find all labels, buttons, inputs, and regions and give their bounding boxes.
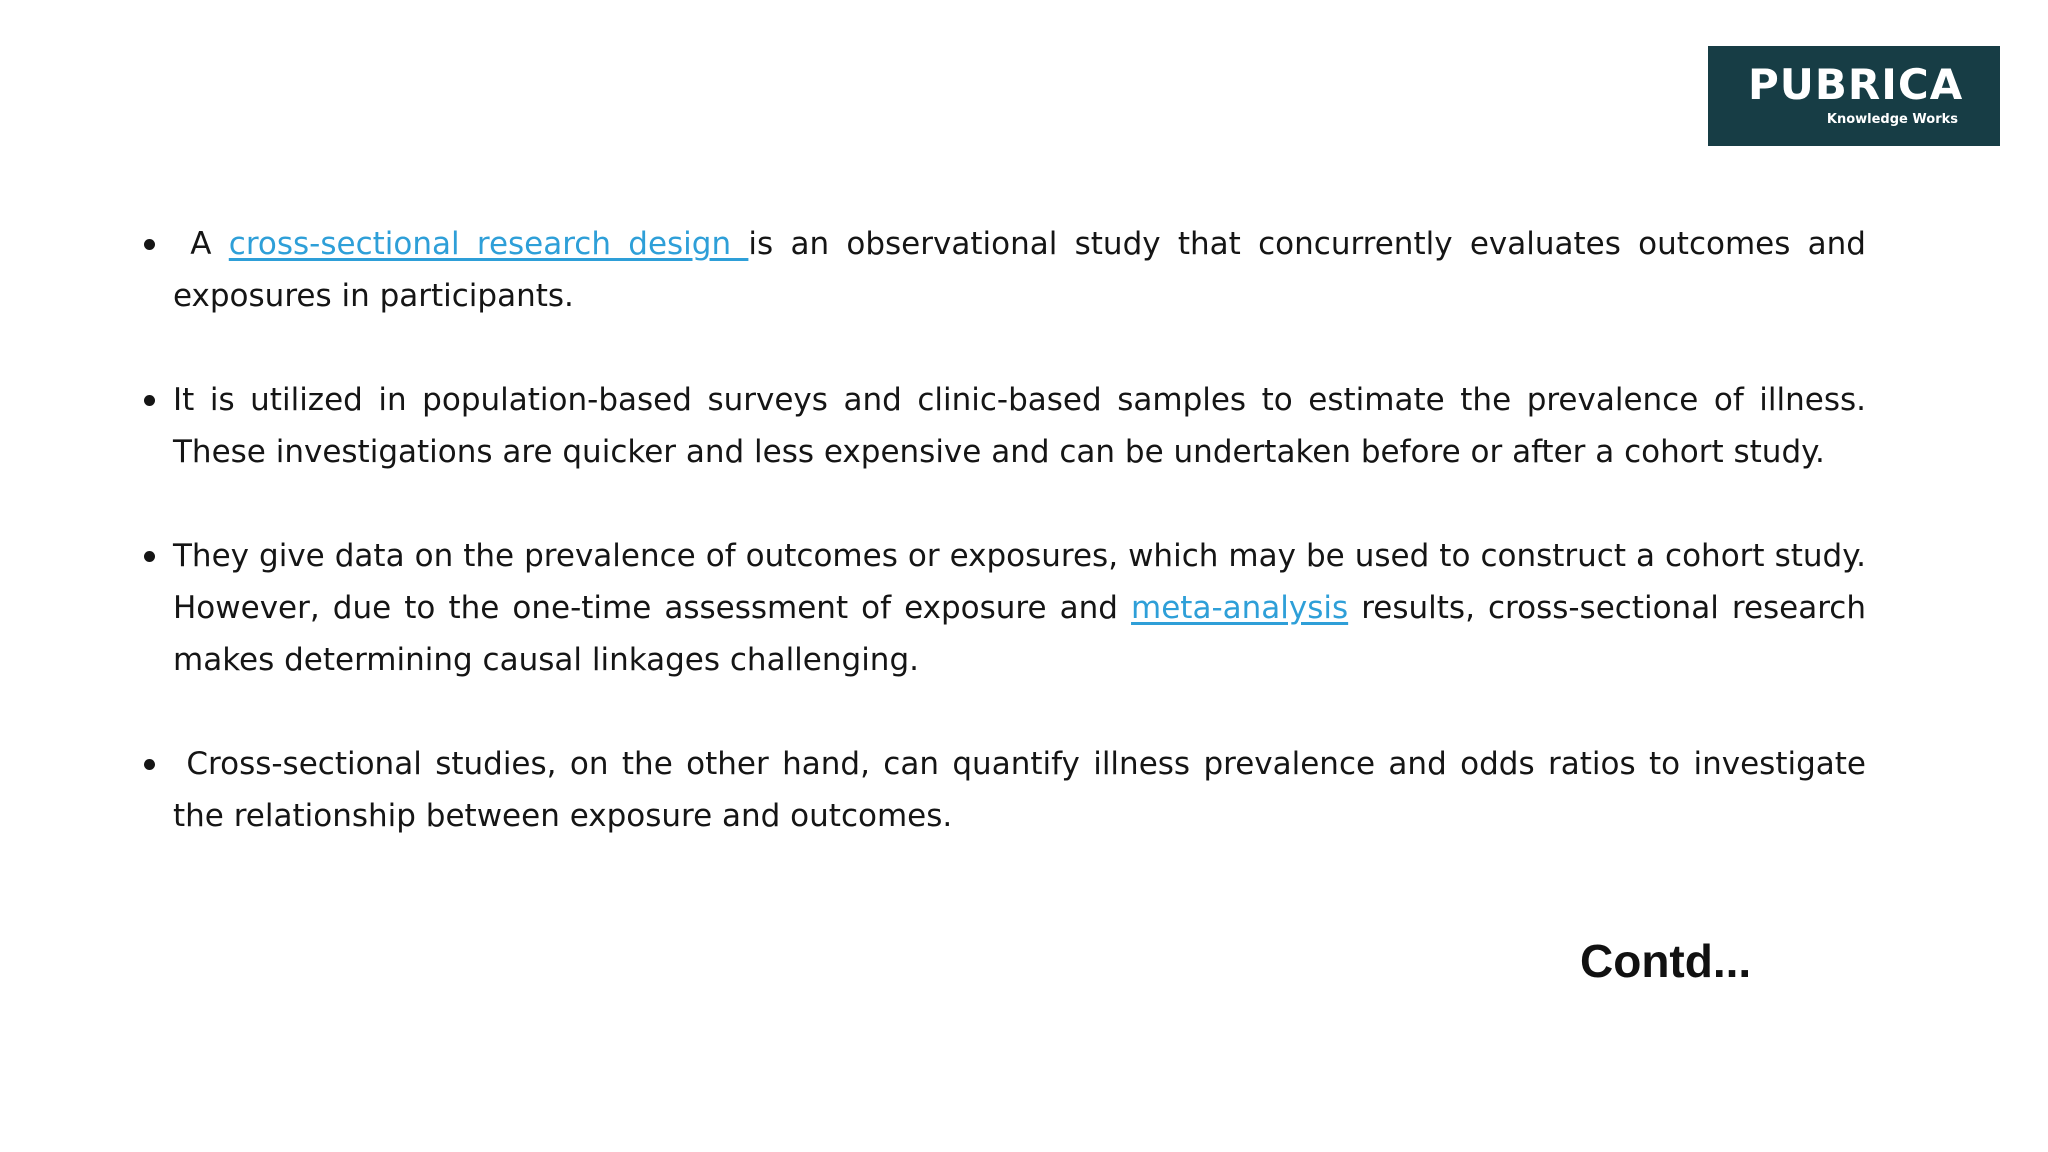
bullet-4-text: Cross-sectional studies, on the other hand, can quantify illness prevalence and odds ratios to investigate the relationship between exposure and outcomes. [173, 746, 1876, 834]
cross-sectional-design-link[interactable]: cross-sectional research design [228, 226, 749, 262]
bullet-item-2 [138, 374, 1866, 478]
pubrica-logo [1708, 46, 2000, 146]
bullet-dot-icon [144, 395, 155, 406]
bullet-dot-icon [144, 759, 155, 770]
bullet-3-lead: They give data on the prevalence of outcomes or exposures, which may be used to construct a cohort study. However, due to the one-time assessment of exposure and [173, 538, 1866, 626]
bullet-2-text: It is utilized in population-based surveys and clinic-based samples to estimate the prevalence of illness. These investigations are quicker and less expensive and can be undertaken before or after a cohort study. [173, 382, 1866, 470]
bullet-1-lead: A [173, 226, 229, 262]
bullet-3-rest: results, cross-sectional research makes determining causal linkages challenging. [173, 590, 1866, 678]
bullet-dot-icon [144, 551, 155, 562]
bullet-item-1 [138, 218, 1866, 322]
logo-tagline: Knowledge Works [1826, 112, 1958, 127]
bullet-item-3 [138, 530, 1866, 686]
logo-wordmark: PUBRICA [1748, 60, 1964, 109]
meta-analysis-link[interactable]: meta-analysis [1131, 590, 1349, 626]
bullet-list [138, 218, 1876, 842]
bullet-dot-icon [144, 239, 155, 250]
bullet-item-4 [138, 738, 1876, 842]
bullet-1-rest: is an observational study that concurrently evaluates outcomes and exposures in participants. [173, 226, 1866, 314]
contd-label: Contd... [1580, 935, 1752, 987]
